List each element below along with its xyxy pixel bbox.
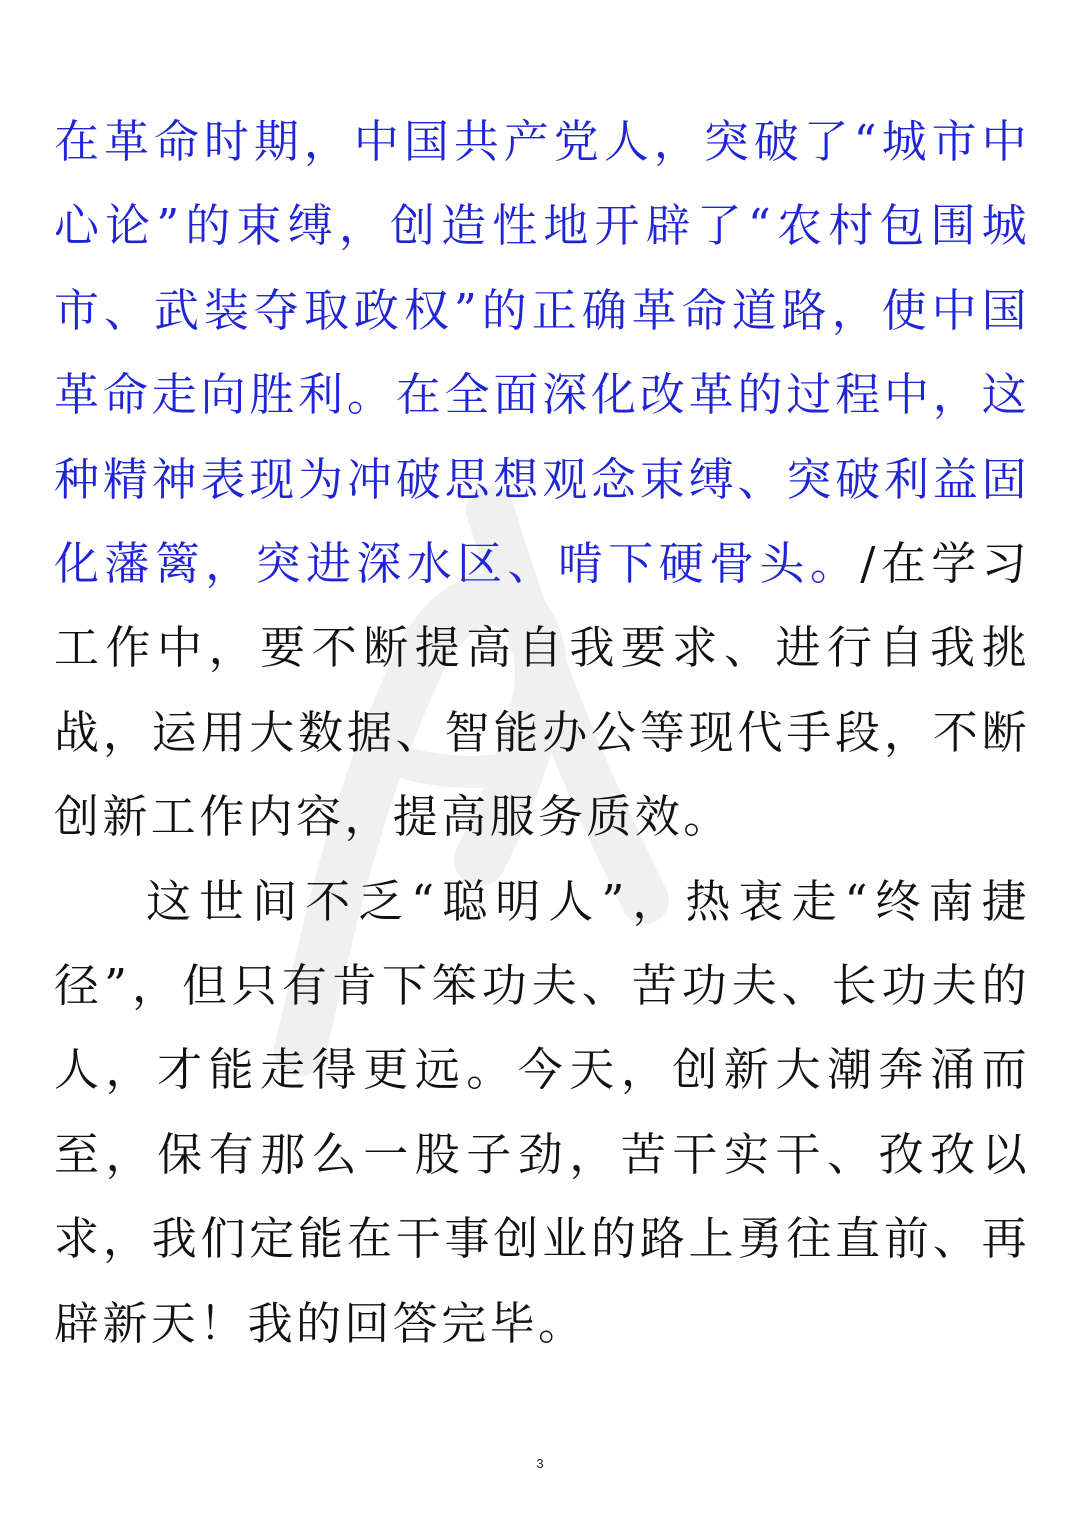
paragraph-1	[54, 100, 1030, 860]
highlighted-text: 在革命时期，中国共产党人，突破了“城市中心论”的束缚，创造性地开辟了“农村包围城市、武装夺取政权”的正确革命道路，使中国革命走向胜利。在全面深化改革的过程中，这种精神表现为冲破思想观念束缚、突破利益固化藩篱，突进深水区、啃下硬骨头。	[54, 115, 1030, 591]
paragraph-2: 这世间不乏“聪明人”，热衷走“终南捷径”，但只有肯下笨功夫、苦功夫、长功夫的人，才能走得更远。今天，创新大潮奔涌而至，保有那么一股子劲，苦干实干、孜孜以求，我们定能在干事创业的路上勇往直前、再辟新天！我的回答完毕。	[54, 874, 1030, 1350]
body-text	[54, 100, 1030, 1366]
page-number: 3	[536, 1456, 544, 1471]
paragraph-1-continued-text: /在学习工作中，要不断提高自我要求、进行自我挑战，运用大数据、智能办公等现代手段，不断创新工作内容，提高服务质效。	[54, 537, 1030, 844]
